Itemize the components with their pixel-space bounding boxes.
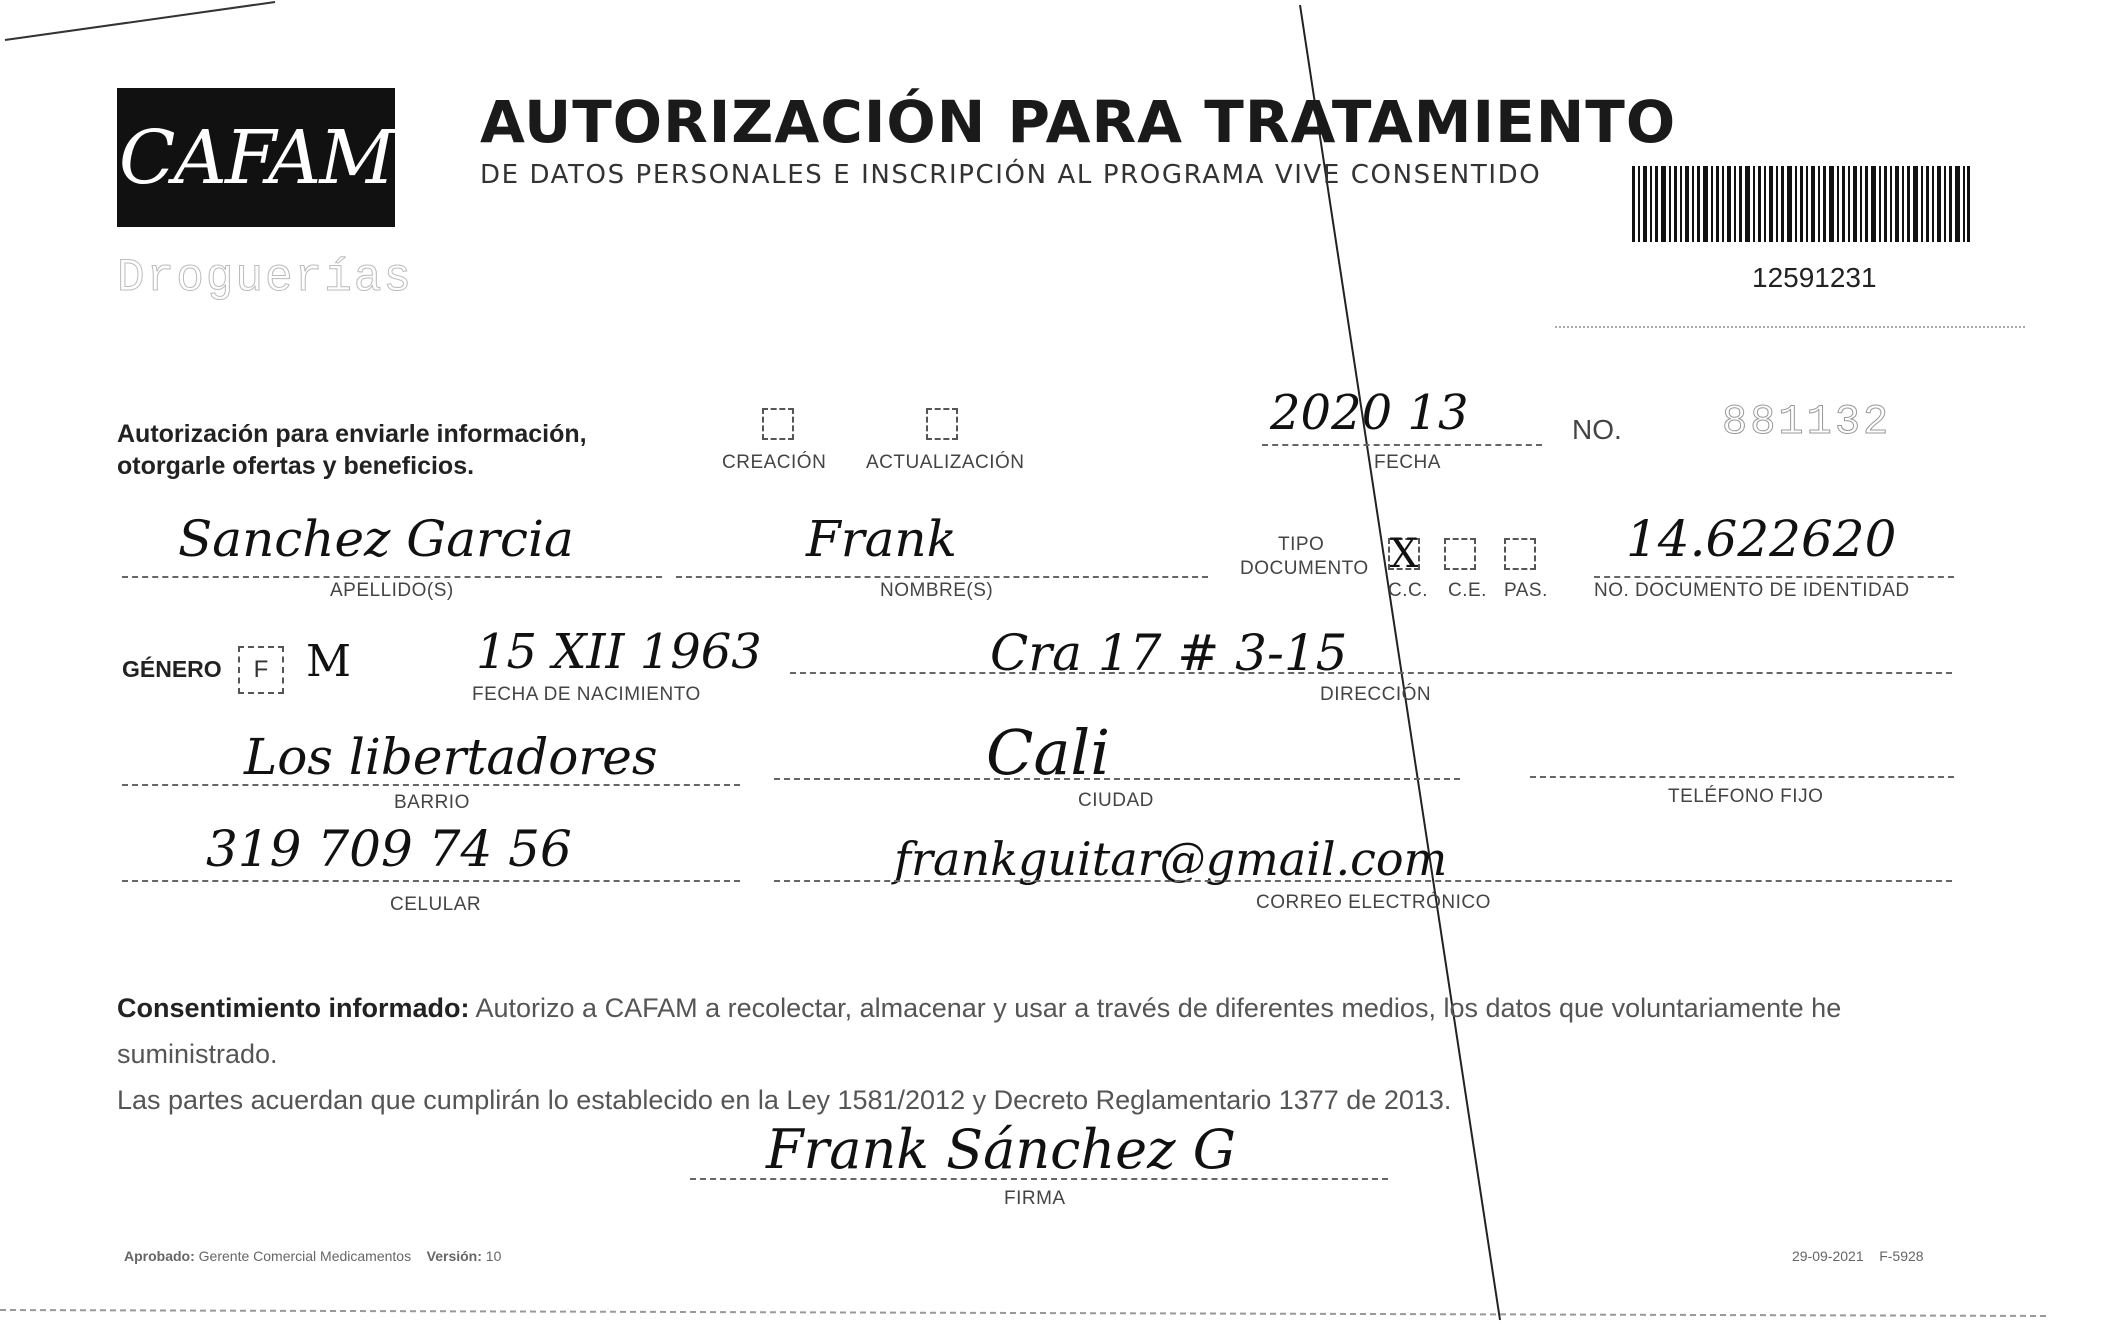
ce-label: C.E. bbox=[1448, 580, 1487, 601]
tipo-documento-label-1: TIPO bbox=[1278, 534, 1325, 555]
actualizacion-label: ACTUALIZACIÓN bbox=[866, 452, 1025, 473]
direccion-value: Cra 17 # 3-15 bbox=[990, 624, 1348, 682]
apellidos-line bbox=[122, 576, 662, 578]
consent-lead: Consentimiento informado: bbox=[117, 993, 470, 1023]
documento-label: NO. DOCUMENTO DE IDENTIDAD bbox=[1594, 580, 1910, 601]
version-label: Versión: bbox=[426, 1248, 482, 1264]
footer-right bbox=[1792, 1248, 1924, 1264]
pas-label: PAS. bbox=[1504, 580, 1548, 601]
consent-text-1: Autorizo a CAFAM a recolectar, almacenar y usar a través de diferentes medios, los datos que voluntariamente he suministrado. bbox=[117, 993, 1842, 1069]
apellidos-label: APELLIDO(S) bbox=[330, 580, 454, 601]
documento-line bbox=[1594, 576, 1954, 578]
barrio-line bbox=[122, 784, 740, 786]
cafam-logo: CAFAM bbox=[117, 88, 395, 227]
creacion-label: CREACIÓN bbox=[722, 452, 827, 473]
telefono-label: TELÉFONO FIJO bbox=[1668, 786, 1824, 807]
logo-subtext: Droguerías bbox=[117, 252, 414, 304]
numero-label: NO. bbox=[1572, 414, 1622, 445]
consent-text bbox=[117, 985, 1977, 1123]
cc-label: C.C. bbox=[1388, 580, 1428, 601]
barcode-icon bbox=[1632, 166, 1970, 242]
tipo-documento-label-2: DOCUMENTO bbox=[1240, 558, 1369, 579]
cc-checkbox[interactable]: X bbox=[1389, 531, 1419, 577]
barrio-value: Los libertadores bbox=[244, 728, 658, 786]
ciudad-value: Cali bbox=[986, 716, 1111, 789]
ciudad-label: CIUDAD bbox=[1078, 790, 1154, 811]
consent-text-2: Las partes acuerdan que cumplirán lo establecido en la Ley 1581/2012 y Decreto Reglamentario 1377 de 2013. bbox=[117, 1085, 1452, 1115]
documento-value: 14.622620 bbox=[1626, 510, 1897, 568]
nombres-label: NOMBRE(S) bbox=[880, 580, 994, 601]
fecha-value: 2020 13 bbox=[1270, 385, 1469, 441]
firma-value: Frank Sánchez G bbox=[766, 1118, 1236, 1181]
aprobado-label: Aprobado: bbox=[124, 1248, 195, 1264]
actualizacion-checkbox[interactable] bbox=[926, 408, 958, 440]
direccion-line bbox=[790, 672, 1952, 674]
intro-line-2: otorgarle ofertas y beneficios. bbox=[117, 452, 475, 480]
fecha-line bbox=[1262, 444, 1542, 446]
barrio-label: BARRIO bbox=[394, 792, 470, 813]
pas-checkbox[interactable] bbox=[1504, 538, 1536, 570]
page-subtitle: DE DATOS PERSONALES E INSCRIPCIÓN AL PROGRAMA VIVE CONSENTIDO bbox=[480, 160, 1542, 190]
firma-label: FIRMA bbox=[1004, 1188, 1066, 1209]
divider-dots bbox=[1555, 326, 2025, 328]
nombres-line bbox=[676, 576, 1208, 578]
date-code: 29-09-2021 bbox=[1792, 1248, 1864, 1264]
ce-checkbox[interactable] bbox=[1444, 538, 1476, 570]
version-value: 10 bbox=[485, 1248, 502, 1264]
celular-value: 319 709 74 56 bbox=[206, 820, 572, 878]
apellidos-value: Sanchez Garcia bbox=[178, 510, 574, 568]
intro-line-1: Autorización para enviarle información, bbox=[117, 420, 587, 448]
barcode-number: 12591231 bbox=[1752, 262, 1877, 293]
direccion-label: DIRECCIÓN bbox=[1320, 684, 1432, 705]
genero-f-checkbox[interactable]: F bbox=[238, 646, 284, 694]
correo-label: CORREO ELECTRÓNICO bbox=[1256, 892, 1491, 913]
firma-line bbox=[690, 1178, 1388, 1180]
genero-m-mark[interactable]: M bbox=[306, 636, 352, 687]
numero-value: 881132 bbox=[1722, 398, 1892, 446]
correo-line bbox=[774, 880, 1952, 882]
footer-left bbox=[124, 1248, 501, 1264]
telefono-line bbox=[1530, 776, 1954, 778]
nacimiento-value: 15 XII 1963 bbox=[476, 624, 762, 680]
page-title: AUTORIZACIÓN PARA TRATAMIENTO bbox=[480, 88, 1677, 156]
nombres-value: Frank bbox=[806, 510, 957, 568]
aprobado-value: Gerente Comercial Medicamentos bbox=[198, 1248, 412, 1264]
celular-label: CELULAR bbox=[390, 894, 482, 915]
correo-value: frankguitar@gmail.com bbox=[894, 832, 1448, 886]
fecha-label: FECHA bbox=[1374, 452, 1441, 473]
celular-line bbox=[122, 880, 740, 882]
form-code: F-5928 bbox=[1879, 1248, 1924, 1264]
creacion-checkbox[interactable] bbox=[762, 408, 794, 440]
ciudad-line bbox=[774, 778, 1460, 780]
genero-label: GÉNERO bbox=[122, 656, 222, 682]
nacimiento-label: FECHA DE NACIMIENTO bbox=[472, 684, 701, 705]
